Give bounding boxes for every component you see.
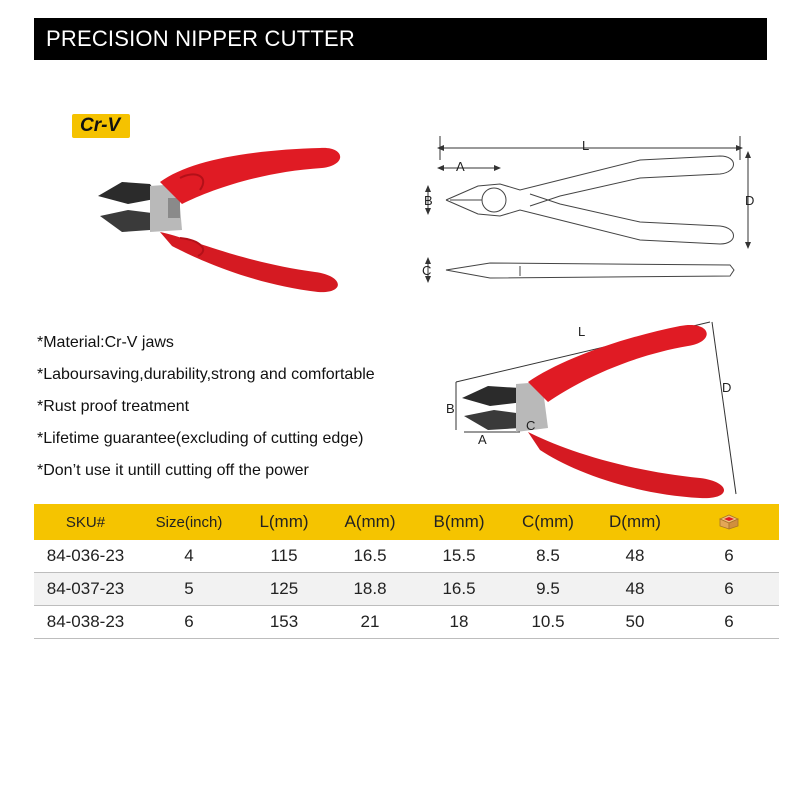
cell-l: 125 xyxy=(241,573,327,606)
header-sku: SKU# xyxy=(34,504,137,540)
table-row xyxy=(34,573,779,606)
cell-a: 21 xyxy=(327,606,413,639)
cell-box-qty: 6 xyxy=(679,606,779,639)
cell-size: 5 xyxy=(137,573,241,606)
spec-table xyxy=(34,504,779,639)
crv-badge-label: Cr-V xyxy=(80,115,121,136)
feature-item-rust-proof: *Rust proof treatment xyxy=(37,398,190,415)
cell-c: 9.5 xyxy=(505,573,591,606)
dim-label-a-photo: A xyxy=(478,432,487,447)
cell-c: 8.5 xyxy=(505,540,591,573)
cell-size: 6 xyxy=(137,606,241,639)
cell-l: 153 xyxy=(241,606,327,639)
dim-label-d-photo: D xyxy=(722,380,732,395)
product-photo-angled xyxy=(462,325,724,498)
feature-item-guarantee: *Lifetime guarantee(excluding of cutting edge) xyxy=(37,430,364,447)
cell-sku: 84-038-23 xyxy=(34,606,137,639)
header-c: C(mm) xyxy=(505,504,591,540)
cell-d: 50 xyxy=(591,606,679,639)
header-b: B(mm) xyxy=(413,504,505,540)
table-header-row xyxy=(34,504,779,540)
cell-c: 10.5 xyxy=(505,606,591,639)
cell-sku: 84-036-23 xyxy=(34,540,137,573)
cell-box-qty: 6 xyxy=(679,540,779,573)
dim-label-l-top: L xyxy=(582,138,590,153)
header-a: A(mm) xyxy=(327,504,413,540)
feature-item-power-warning: *Don’t use it untill cutting off the power xyxy=(37,462,309,479)
cell-box-qty: 6 xyxy=(679,573,779,606)
dim-label-a-top: A xyxy=(456,159,465,174)
cell-l: 115 xyxy=(241,540,327,573)
dim-label-d-top: D xyxy=(745,193,755,208)
product-photo-main xyxy=(98,148,340,292)
box-icon xyxy=(718,514,740,530)
cell-a: 18.8 xyxy=(327,573,413,606)
cell-b: 18 xyxy=(413,606,505,639)
side-view-drawing xyxy=(446,263,734,278)
feature-item-laboursaving: *Laboursaving,durability,strong and comfortable xyxy=(37,366,375,383)
table-row xyxy=(34,606,779,639)
cell-b: 16.5 xyxy=(413,573,505,606)
cell-size: 4 xyxy=(137,540,241,573)
dim-label-c-photo: C xyxy=(526,418,536,433)
cell-sku: 84-037-23 xyxy=(34,573,137,606)
header-l: L(mm) xyxy=(241,504,327,540)
cell-d: 48 xyxy=(591,540,679,573)
page-title: PRECISION NIPPER CUTTER xyxy=(46,26,355,51)
table-row xyxy=(34,540,779,573)
header-box-qty xyxy=(679,504,779,540)
cell-d: 48 xyxy=(591,573,679,606)
cell-a: 16.5 xyxy=(327,540,413,573)
feature-list xyxy=(37,333,375,493)
dim-label-c-top: C xyxy=(422,263,432,278)
dim-label-b-photo: B xyxy=(446,401,455,416)
dim-label-b-top: B xyxy=(424,193,433,208)
feature-item-material: *Material:Cr-V jaws xyxy=(37,334,174,351)
dim-label-l-photo: L xyxy=(578,324,586,339)
header-d: D(mm) xyxy=(591,504,679,540)
header-size: Size(inch) xyxy=(137,504,241,540)
cell-b: 15.5 xyxy=(413,540,505,573)
front-view-drawing xyxy=(446,156,734,244)
